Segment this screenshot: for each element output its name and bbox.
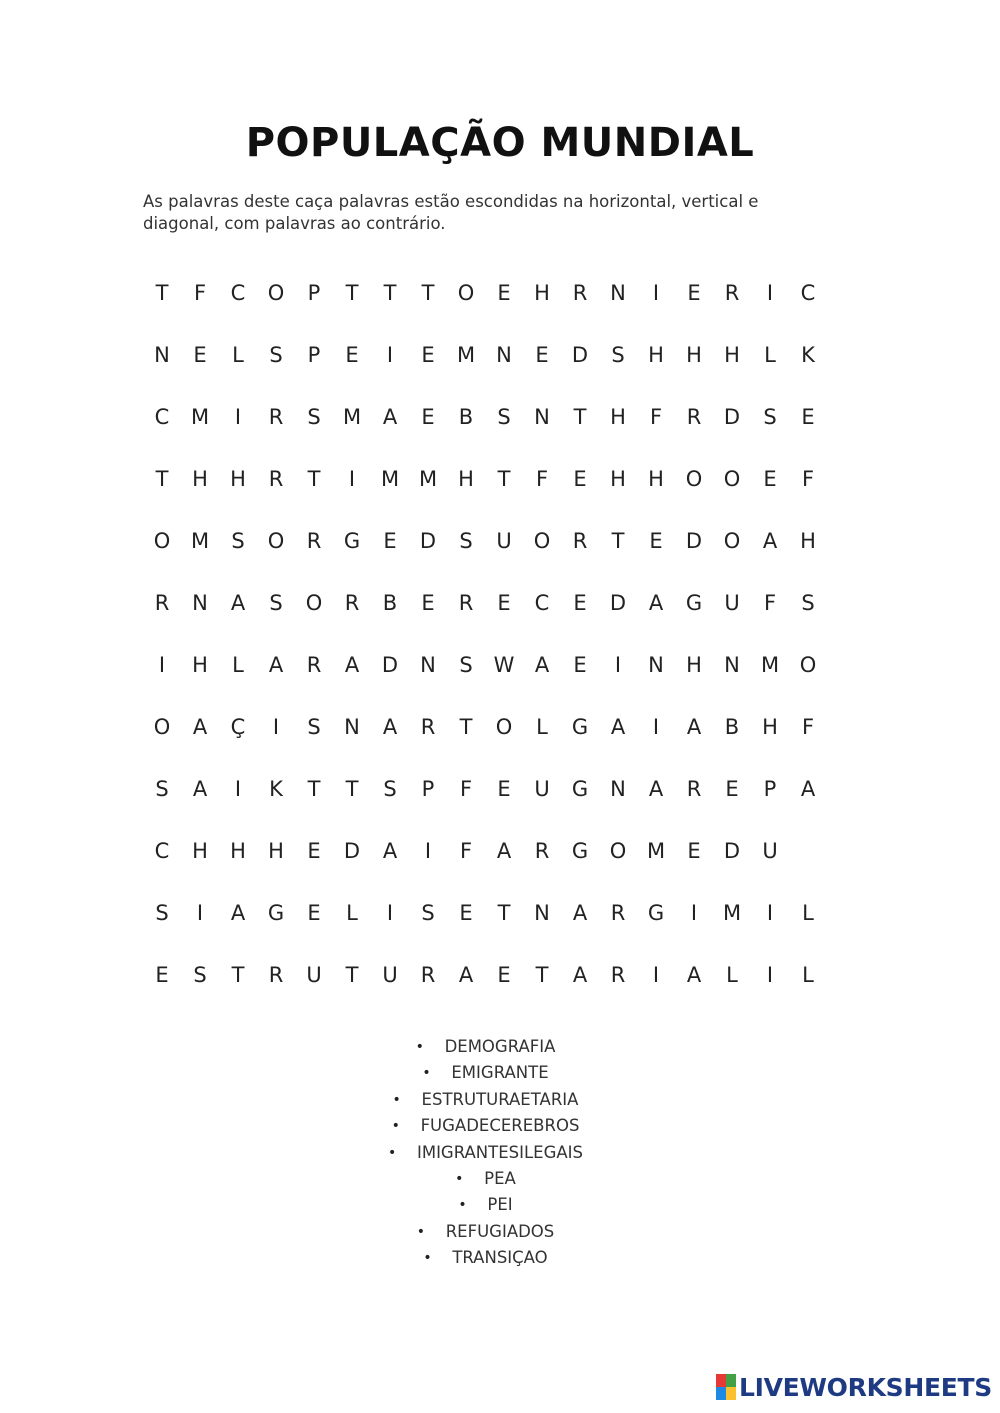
word-label: EMIGRANTE [451, 1063, 549, 1083]
grid-cell[interactable]: L [232, 343, 244, 367]
grid-cell[interactable]: I [234, 405, 242, 429]
grid-cell[interactable]: S [459, 529, 473, 553]
grid-cell[interactable]: Ç [230, 715, 246, 739]
grid-cell[interactable]: O [723, 529, 741, 553]
word-label: REFUGIADOS [445, 1221, 555, 1241]
grid-cell[interactable]: T [155, 467, 169, 491]
list-item [0, 1219, 1000, 1245]
grid-row [143, 510, 827, 572]
grid-cell[interactable]: P [307, 343, 321, 367]
logo-mark-icon [716, 1374, 736, 1400]
grid-cell[interactable]: F [763, 591, 777, 615]
grid-cell[interactable]: G [571, 839, 589, 863]
grid-cell[interactable]: N [420, 653, 436, 677]
grid-cell[interactable]: H [458, 467, 474, 491]
grid-cell[interactable]: E [497, 963, 511, 987]
list-item [0, 1140, 1000, 1166]
logo-square [716, 1374, 726, 1387]
grid-cell[interactable]: D [343, 839, 361, 863]
grid-cell[interactable]: U [382, 963, 398, 987]
grid-cell[interactable]: D [723, 839, 741, 863]
grid-cell[interactable]: S [155, 901, 169, 925]
grid-cell[interactable]: E [307, 839, 321, 863]
grid-cell[interactable]: R [610, 901, 626, 925]
grid-cell[interactable]: I [424, 839, 432, 863]
grid-cell[interactable]: K [801, 343, 815, 367]
word-entry [422, 1060, 549, 1086]
list-item [0, 1192, 1000, 1218]
grid-cell[interactable]: R [420, 715, 436, 739]
word-entry [391, 1113, 580, 1139]
grid-cell[interactable]: M [342, 405, 362, 429]
grid-row [143, 634, 827, 696]
bullet-icon: • [387, 1144, 397, 1161]
grid-cell[interactable]: A [382, 839, 398, 863]
grid-cell[interactable]: F [801, 467, 815, 491]
grid-cell[interactable]: S [383, 777, 397, 801]
grid-cell[interactable]: I [766, 963, 774, 987]
grid-cell[interactable]: F [193, 281, 207, 305]
word-entry [387, 1140, 584, 1166]
list-item [0, 1166, 1000, 1192]
word-label: IMIGRANTESILEGAIS [416, 1142, 584, 1162]
grid-cell[interactable]: M [646, 839, 666, 863]
grid-cell[interactable]: A [686, 715, 702, 739]
word-label: PEI [487, 1195, 513, 1215]
grid-cell[interactable]: N [534, 901, 550, 925]
grid-cell[interactable]: N [648, 653, 664, 677]
bullet-icon: • [416, 1223, 425, 1240]
grid-cell[interactable]: T [497, 467, 511, 491]
grid-cell[interactable]: F [801, 715, 815, 739]
grid-cell[interactable]: F [535, 467, 549, 491]
grid-cell[interactable]: L [536, 715, 548, 739]
grid-cell[interactable]: A [382, 405, 398, 429]
grid-cell[interactable]: E [307, 901, 321, 925]
grid-cell[interactable]: A [230, 591, 246, 615]
list-item [0, 1087, 1000, 1113]
grid-cell[interactable]: I [652, 715, 660, 739]
grid-cell[interactable]: L [802, 963, 814, 987]
grid-cell[interactable]: U [762, 839, 778, 863]
grid-cell[interactable]: T [497, 901, 511, 925]
grid-cell[interactable]: I [766, 281, 774, 305]
grid-cell[interactable]: N [344, 715, 360, 739]
bullet-icon: • [415, 1039, 424, 1055]
grid-cell[interactable]: H [192, 467, 208, 491]
grid-cell[interactable]: R [572, 281, 588, 305]
grid-cell[interactable]: D [723, 405, 741, 429]
grid-cell[interactable]: R [458, 591, 474, 615]
grid-cell[interactable]: E [573, 653, 587, 677]
grid-cell[interactable]: D [609, 591, 627, 615]
word-entry [423, 1245, 548, 1271]
grid-cell[interactable]: N [496, 343, 512, 367]
grid-cell[interactable]: I [386, 343, 394, 367]
grid-cell[interactable]: R [610, 963, 626, 987]
grid-cell[interactable]: E [383, 529, 397, 553]
grid-cell[interactable]: T [535, 963, 549, 987]
grid-cell[interactable]: S [307, 405, 321, 429]
grid-cell[interactable]: S [611, 343, 625, 367]
grid-cell[interactable]: I [652, 963, 660, 987]
grid-cell[interactable]: G [267, 901, 285, 925]
grid-cell[interactable]: P [307, 281, 321, 305]
grid-cell[interactable]: M [190, 405, 210, 429]
grid-cell[interactable]: G [571, 715, 589, 739]
grid-cell[interactable]: H [800, 529, 816, 553]
grid-cell[interactable]: T [307, 467, 321, 491]
word-label: TRANSIÇAO [452, 1248, 548, 1268]
grid-cell[interactable]: A [458, 963, 474, 987]
grid-cell[interactable]: N [154, 343, 170, 367]
grid-cell[interactable]: E [497, 281, 511, 305]
grid-cell[interactable]: B [458, 405, 474, 429]
grid-cell[interactable]: R [306, 653, 322, 677]
grid-cell[interactable]: H [230, 839, 246, 863]
word-entry [455, 1166, 516, 1192]
grid-cell[interactable]: R [420, 963, 436, 987]
grid-cell[interactable]: A [572, 963, 588, 987]
grid-row [143, 448, 827, 510]
grid-cell[interactable]: N [610, 281, 626, 305]
grid-cell[interactable]: R [686, 405, 702, 429]
grid-row [143, 262, 827, 324]
grid-cell[interactable]: U [496, 529, 512, 553]
grid-cell[interactable]: E [459, 901, 473, 925]
word-label: DEMOGRAFIA [444, 1037, 556, 1056]
grid-cell[interactable]: U [534, 777, 550, 801]
instructions-text: As palavras deste caça palavras estão escondidas na horizontal, vertical e diagonal, com palavras ao contrário. [143, 192, 759, 233]
grid-cell[interactable]: H [686, 653, 702, 677]
logo-square [716, 1387, 726, 1400]
grid-cell[interactable]: A [648, 777, 664, 801]
grid-cell[interactable]: E [535, 343, 549, 367]
grid-cell[interactable]: R [268, 467, 284, 491]
grid-cell[interactable]: K [269, 777, 283, 801]
grid-cell[interactable]: M [722, 901, 742, 925]
grid-cell[interactable]: I [158, 653, 166, 677]
grid-cell[interactable]: A [800, 777, 816, 801]
grid-cell[interactable]: H [192, 839, 208, 863]
grid-row [143, 572, 827, 634]
grid-cell[interactable]: H [610, 467, 626, 491]
grid-cell[interactable]: R [572, 529, 588, 553]
grid-cell[interactable]: O [723, 467, 741, 491]
grid-cell[interactable]: S [497, 405, 511, 429]
grid-cell[interactable]: E [573, 591, 587, 615]
liveworksheets-logo [716, 1369, 992, 1405]
grid-cell[interactable]: P [763, 777, 777, 801]
word-entry [416, 1219, 555, 1245]
grid-cell[interactable]: B [382, 591, 398, 615]
grid-cell[interactable]: O [153, 715, 171, 739]
grid-cell[interactable]: R [686, 777, 702, 801]
grid-cell[interactable]: E [725, 777, 739, 801]
grid-cell[interactable]: T [459, 715, 473, 739]
grid-cell[interactable]: A [762, 529, 778, 553]
grid-cell[interactable]: A [496, 839, 512, 863]
grid-cell[interactable]: P [421, 777, 435, 801]
logo-square [726, 1374, 736, 1387]
bullet-icon: • [391, 1118, 400, 1135]
grid-cell[interactable]: S [459, 653, 473, 677]
list-item [0, 1060, 1000, 1086]
grid-cell[interactable]: A [534, 653, 550, 677]
grid-cell[interactable]: E [193, 343, 207, 367]
grid-cell[interactable]: I [272, 715, 280, 739]
grid-cell[interactable]: E [421, 591, 435, 615]
grid-cell[interactable]: I [766, 901, 774, 925]
grid-cell[interactable]: I [652, 281, 660, 305]
grid-cell[interactable]: A [686, 963, 702, 987]
grid-cell[interactable]: S [269, 591, 283, 615]
grid-cell[interactable]: E [155, 963, 169, 987]
grid-cell[interactable]: E [801, 405, 815, 429]
page-title: POPULAÇÃO MUNDIAL [245, 120, 755, 166]
grid-cell[interactable]: G [571, 777, 589, 801]
grid-cell[interactable]: A [230, 901, 246, 925]
grid-cell[interactable]: A [344, 653, 360, 677]
grid-cell[interactable]: M [760, 653, 780, 677]
grid-cell[interactable]: F [459, 777, 473, 801]
grid-cell[interactable]: A [382, 715, 398, 739]
grid-cell[interactable]: E [763, 467, 777, 491]
grid-cell[interactable]: U [306, 963, 322, 987]
grid-cell[interactable]: E [497, 777, 511, 801]
grid-cell[interactable]: O [685, 467, 703, 491]
grid-cell[interactable]: S [421, 901, 435, 925]
grid-cell[interactable]: G [343, 529, 361, 553]
grid-cell[interactable]: H [724, 343, 740, 367]
grid-cell[interactable]: I [348, 467, 356, 491]
grid-cell[interactable]: C [154, 839, 170, 863]
grid-cell[interactable]: C [534, 591, 550, 615]
bullet-icon: • [423, 1250, 432, 1267]
grid-cell[interactable]: E [649, 529, 663, 553]
grid-cell[interactable]: T [307, 777, 321, 801]
grid-cell[interactable]: M [456, 343, 476, 367]
grid-cell[interactable]: R [306, 529, 322, 553]
bullet-icon: • [422, 1065, 431, 1082]
logo-square [726, 1387, 736, 1400]
grid-cell[interactable]: O [533, 529, 551, 553]
grid-cell[interactable]: S [269, 343, 283, 367]
grid-cell[interactable]: N [724, 653, 740, 677]
grid-cell[interactable]: G [685, 591, 703, 615]
grid-cell[interactable]: T [345, 281, 359, 305]
word-list [0, 1034, 1000, 1272]
grid-cell[interactable]: O [609, 839, 627, 863]
word-search-grid [143, 262, 827, 1006]
grid-cell[interactable]: A [610, 715, 626, 739]
grid-cell[interactable]: O [267, 281, 285, 305]
grid-cell[interactable]: R [268, 405, 284, 429]
grid-row [143, 758, 827, 820]
grid-cell[interactable]: H [534, 281, 550, 305]
grid-cell[interactable]: E [687, 281, 701, 305]
word-entry [392, 1087, 579, 1113]
grid-cell[interactable]: T [573, 405, 587, 429]
grid-cell[interactable]: O [799, 653, 817, 677]
list-item [0, 1113, 1000, 1139]
grid-cell[interactable]: H [268, 839, 284, 863]
word-label: ESTRUTURAETARIA [421, 1089, 579, 1109]
list-item [0, 1245, 1000, 1271]
grid-cell[interactable]: S [763, 405, 777, 429]
word-label: PEA [484, 1168, 516, 1188]
grid-cell[interactable]: O [495, 715, 513, 739]
grid-cell[interactable]: N [192, 591, 208, 615]
grid-cell[interactable]: I [614, 653, 622, 677]
grid-cell[interactable]: L [346, 901, 358, 925]
grid-cell[interactable]: H [762, 715, 778, 739]
grid-cell[interactable]: T [231, 963, 245, 987]
word-entry [415, 1034, 556, 1060]
grid-cell[interactable]: B [724, 715, 740, 739]
grid-cell[interactable]: A [192, 777, 208, 801]
grid-row [143, 386, 827, 448]
grid-cell[interactable]: G [647, 901, 665, 925]
grid-cell[interactable]: L [726, 963, 738, 987]
grid-cell[interactable]: C [800, 281, 816, 305]
grid-row [143, 696, 827, 758]
grid-cell[interactable]: N [534, 405, 550, 429]
grid-row [143, 944, 827, 1006]
grid-cell[interactable]: N [610, 777, 626, 801]
grid-cell[interactable]: O [457, 281, 475, 305]
grid-cell[interactable]: A [572, 901, 588, 925]
grid-cell[interactable]: H [610, 405, 626, 429]
bullet-icon: • [455, 1170, 464, 1187]
grid-cell[interactable]: L [764, 343, 776, 367]
grid-cell[interactable]: E [687, 839, 701, 863]
grid-cell[interactable]: C [154, 405, 170, 429]
grid-cell[interactable]: W [493, 653, 515, 677]
grid-row [143, 820, 827, 882]
grid-cell[interactable]: O [267, 529, 285, 553]
grid-cell[interactable]: D [685, 529, 703, 553]
grid-cell[interactable]: S [307, 715, 321, 739]
grid-cell[interactable]: O [305, 591, 323, 615]
grid-row [143, 324, 827, 386]
grid-cell[interactable]: R [534, 839, 550, 863]
word-label: FUGADECEREBROS [420, 1116, 580, 1136]
grid-cell[interactable]: T [155, 281, 169, 305]
grid-cell[interactable]: L [232, 653, 244, 677]
grid-cell[interactable]: U [724, 591, 740, 615]
grid-cell[interactable]: A [648, 591, 664, 615]
grid-cell[interactable]: E [345, 343, 359, 367]
grid-cell[interactable]: I [234, 777, 242, 801]
bullet-icon: • [458, 1197, 467, 1214]
bullet-icon: • [392, 1091, 401, 1108]
grid-cell[interactable]: H [192, 653, 208, 677]
list-item [0, 1034, 1000, 1060]
grid-cell[interactable]: R [268, 963, 284, 987]
grid-cell[interactable]: S [231, 529, 245, 553]
grid-cell[interactable]: C [230, 281, 246, 305]
grid-cell[interactable]: D [571, 343, 589, 367]
grid-cell[interactable]: A [192, 715, 208, 739]
grid-cell[interactable]: E [421, 343, 435, 367]
logo-text: LIVEWORKSHEETS [738, 1372, 992, 1402]
grid-cell[interactable]: M [190, 529, 210, 553]
grid-cell[interactable]: S [801, 591, 815, 615]
grid-cell[interactable]: T [421, 281, 435, 305]
grid-cell[interactable]: E [497, 591, 511, 615]
grid-cell[interactable]: E [421, 405, 435, 429]
grid-cell[interactable]: R [344, 591, 360, 615]
grid-cell[interactable]: T [345, 963, 359, 987]
grid-cell[interactable]: H [230, 467, 246, 491]
grid-cell[interactable]: S [155, 777, 169, 801]
grid-cell[interactable]: I [690, 901, 698, 925]
grid-cell[interactable]: M [418, 467, 438, 491]
grid-cell[interactable]: O [153, 529, 171, 553]
grid-cell[interactable]: D [419, 529, 437, 553]
grid-cell[interactable]: A [268, 653, 284, 677]
grid-cell[interactable]: I [196, 901, 204, 925]
grid-cell[interactable]: I [386, 901, 394, 925]
grid-cell[interactable]: L [802, 901, 814, 925]
grid-cell[interactable]: F [649, 405, 663, 429]
grid-cell[interactable]: E [573, 467, 587, 491]
grid-cell[interactable]: T [345, 777, 359, 801]
grid-cell[interactable]: S [193, 963, 207, 987]
grid-cell[interactable]: H [648, 343, 664, 367]
grid-cell[interactable]: R [154, 591, 170, 615]
grid-cell[interactable]: H [686, 343, 702, 367]
grid-cell[interactable]: T [383, 281, 397, 305]
word-entry [458, 1192, 513, 1218]
grid-cell[interactable]: D [381, 653, 399, 677]
grid-cell[interactable]: F [459, 839, 473, 863]
grid-row [143, 882, 827, 944]
grid-cell[interactable]: T [611, 529, 625, 553]
grid-cell[interactable]: M [380, 467, 400, 491]
grid-cell[interactable]: H [648, 467, 664, 491]
grid-cell[interactable]: R [724, 281, 740, 305]
